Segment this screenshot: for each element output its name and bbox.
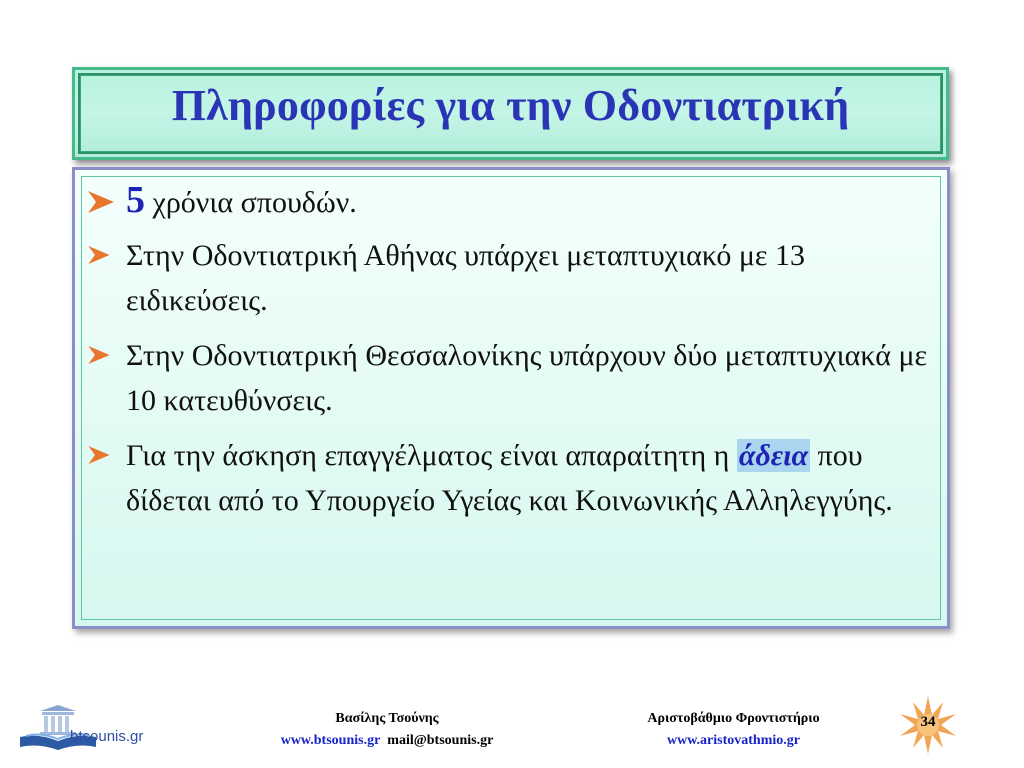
arrow-bullet-icon	[88, 233, 118, 278]
footer-author	[222, 708, 552, 752]
author-name: Βασίλης Τσούνης	[335, 711, 439, 726]
bullet-item	[84, 178, 944, 225]
page-number: 34	[920, 714, 936, 730]
slide-title: Πληροφορίες για την Οδοντιατρική	[171, 81, 850, 130]
author-contacts	[222, 730, 552, 752]
footer-school	[596, 708, 871, 752]
bullet-item	[84, 233, 944, 323]
bullet-item	[84, 433, 944, 523]
arrow-bullet-icon	[88, 178, 118, 223]
bullet-item	[84, 333, 944, 423]
school-site-link[interactable]: www.aristovathmio.gr	[667, 733, 800, 748]
title-box	[72, 67, 949, 160]
author-site-link[interactable]: www.btsounis.gr	[280, 733, 381, 748]
bullet-text: που δίδεται από το Υπουργείο Υγείας και Κοινωνικής Αλληλεγγύης.	[126, 439, 893, 517]
bullet-list	[84, 178, 944, 523]
school-name: Αριστοβάθμιο Φροντιστήριο	[647, 711, 820, 726]
years-number: 5	[126, 179, 145, 221]
arrow-bullet-icon	[88, 433, 118, 478]
bullet-text: Στην Οδοντιατρική Θεσσαλονίκης υπάρχουν δύο μεταπτυχιακά με 10 κατευθύνσεις.	[126, 339, 928, 417]
bullet-text: Στην Οδοντιατρική Αθήνας υπάρχει μεταπτυχιακό με 13 ειδικεύσεις.	[126, 239, 805, 317]
license-highlight: άδεια	[738, 439, 809, 472]
bullet-text: χρόνια σπουδών.	[145, 186, 357, 219]
author-mail[interactable]: mail@btsounis.gr	[387, 733, 494, 748]
arrow-bullet-icon	[88, 333, 118, 378]
logo-text: btsounis.gr	[70, 728, 144, 745]
bullet-text: Για την άσκηση επαγγέλματος είναι απαραίτητη η	[126, 439, 737, 472]
